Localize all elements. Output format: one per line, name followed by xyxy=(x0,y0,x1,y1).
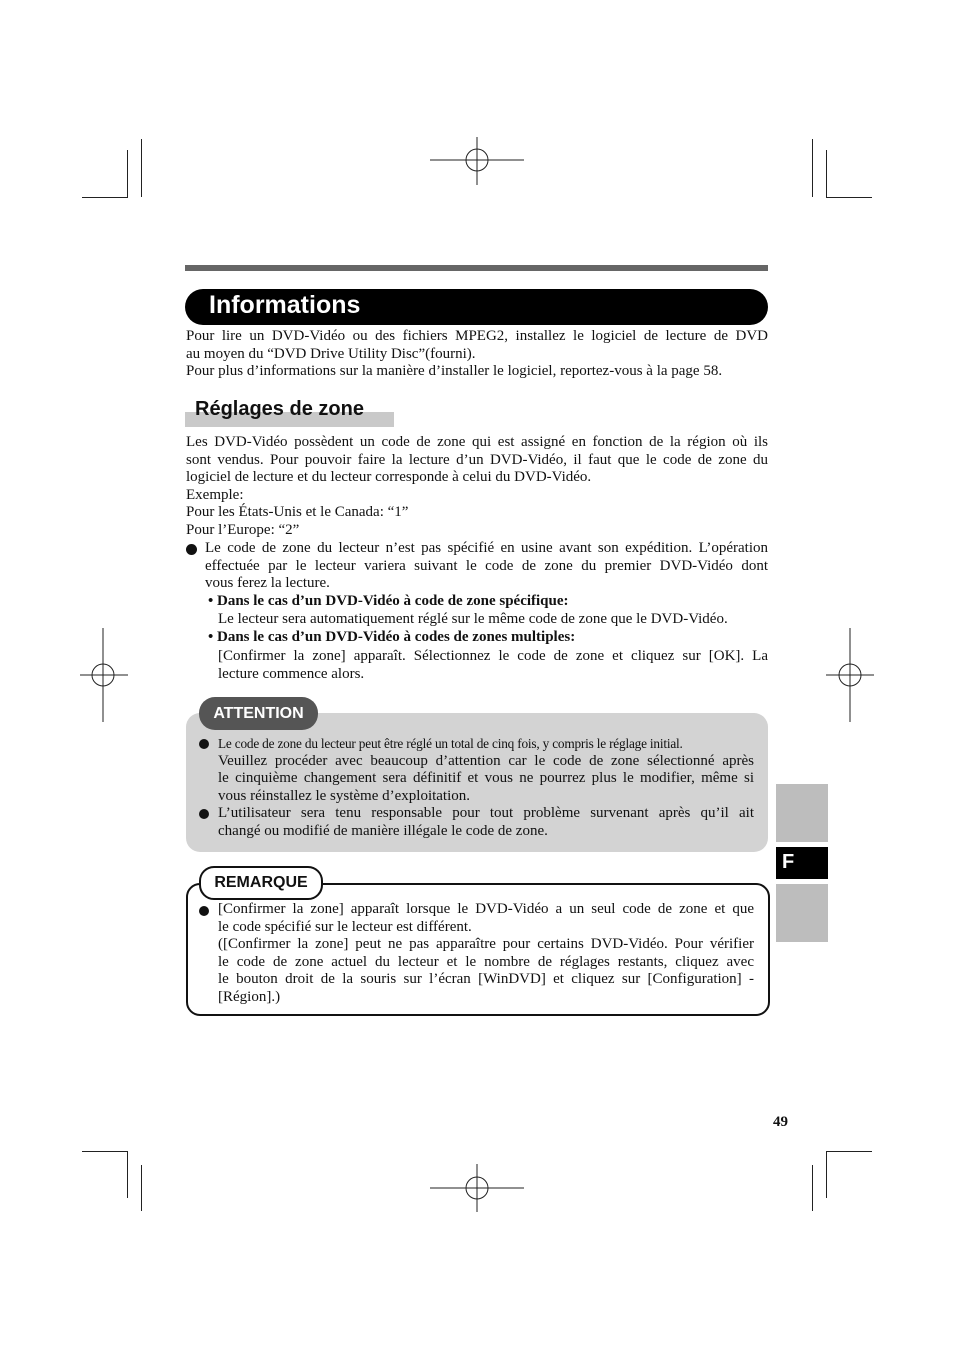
remarque-bullet xyxy=(218,901,754,1007)
attention-line: changé ou modifié de manière illégale le code de zone. xyxy=(218,822,548,839)
case-multiple-title: • Dans le cas d’un DVD-Vidéo à codes de zones multiples: xyxy=(208,629,576,645)
body-line: Pour l’Europe: “2” xyxy=(186,521,300,538)
side-tab-upper xyxy=(776,784,828,842)
intro-paragraph xyxy=(186,328,768,381)
top-rule xyxy=(185,265,768,271)
case-line: lecture commence alors. xyxy=(218,665,365,682)
bullet-line: effectuée par le lecteur variera suivant le code de zone du premier DVD-Vidéo dont xyxy=(205,557,768,574)
attention-bullet-1 xyxy=(218,735,754,805)
side-tab-label: F xyxy=(782,851,795,873)
registration-mark-right xyxy=(826,628,874,722)
registration-mark-left xyxy=(80,628,128,722)
intro-line: Pour plus d’informations sur la manière d’installer le logiciel, reportez-vous à la page 58. xyxy=(186,363,723,380)
page-number: 49 xyxy=(773,1114,788,1130)
bullet-line: Le code de zone du lecteur n’est pas spécifié en usine avant son expédition. L’opération xyxy=(205,540,768,556)
bullet-icon xyxy=(199,739,209,749)
section-title: Réglages de zone xyxy=(195,398,364,420)
attention-line: Le code de zone du lecteur peut être réglé un total de cinq fois, y compris le réglage initial. xyxy=(218,736,683,751)
body-line: Les DVD-Vidéo possèdent un code de zone qui est assigné en fonction de la région où ils xyxy=(186,434,768,450)
attention-label: ATTENTION xyxy=(199,697,318,730)
remarque-line: [Confirmer la zone] apparaît lorsque le DVD-Vidéo a un seul code de zone et que xyxy=(218,901,754,917)
page-title: Informations xyxy=(209,291,361,319)
attention-line: vous réinstallez le système d’exploitation. xyxy=(218,787,471,804)
registration-mark-top xyxy=(430,137,524,185)
intro-line: Pour lire un DVD-Vidéo ou des fichiers MPEG2, installez le logiciel de lecture de DVD xyxy=(186,328,768,344)
remarque-line: le bouton droit de la souris sur l’écran [WinDVD] et cliquez sur [Configuration] - xyxy=(218,971,754,988)
body-line: logiciel de lecture et du lecteur corresponde à celui du DVD-Vidéo. xyxy=(186,469,592,486)
remarque-label: REMARQUE xyxy=(199,866,323,900)
remarque-line: ([Confirmer la zone] peut ne pas apparaître pour certains DVD-Vidéo. Pour vérifier xyxy=(218,936,754,953)
bullet-paragraph xyxy=(205,540,768,593)
remarque-line: le code de zone actuel du lecteur et le nombre de réglages restants, cliquez avec xyxy=(218,953,754,970)
case-specific-text: Le lecteur sera automatiquement réglé sur le même code de zone que le DVD-Vidéo. xyxy=(218,611,728,627)
body-line: sont vendus. Pour pouvoir faire la lecture d’un DVD-Vidéo, il faut que le code de zone du xyxy=(186,451,768,468)
bullet-icon xyxy=(186,544,197,555)
attention-line: Veuillez procéder avec beaucoup d’attention car le code de zone sélectionné après xyxy=(218,752,754,769)
section-body xyxy=(186,434,768,540)
case-specific-title: • Dans le cas d’un DVD-Vidéo à code de zone spécifique: xyxy=(208,593,569,609)
remarque-line: le code spécifié sur le lecteur est différent. xyxy=(218,918,472,935)
bullet-icon xyxy=(199,809,209,819)
remarque-line: [Région].) xyxy=(218,988,281,1005)
registration-mark-bottom xyxy=(430,1164,524,1212)
side-tab-lower xyxy=(776,884,828,942)
intro-line: au moyen du “DVD Drive Utility Disc”(fourni). xyxy=(186,345,476,362)
side-tab-language xyxy=(776,847,828,879)
case-line: [Confirmer la zone] apparaît. Sélectionnez le code de zone et cliquez sur [OK]. La xyxy=(218,648,768,664)
body-line: Pour les États-Unis et le Canada: “1” xyxy=(186,504,409,521)
body-line: Exemple: xyxy=(186,486,244,503)
case-multiple-text xyxy=(218,648,768,683)
attention-line: L’utilisateur sera tenu responsable pour tout problème survenant après qu’il ait xyxy=(218,805,754,821)
title-banner xyxy=(185,289,768,325)
attention-bullet-2 xyxy=(218,805,754,840)
bullet-icon xyxy=(199,906,209,916)
attention-line: le cinquième changement sera définitif et vous ne pourrez plus le modifier, même si xyxy=(218,770,754,787)
bullet-line: vous ferez la lecture. xyxy=(205,575,330,592)
